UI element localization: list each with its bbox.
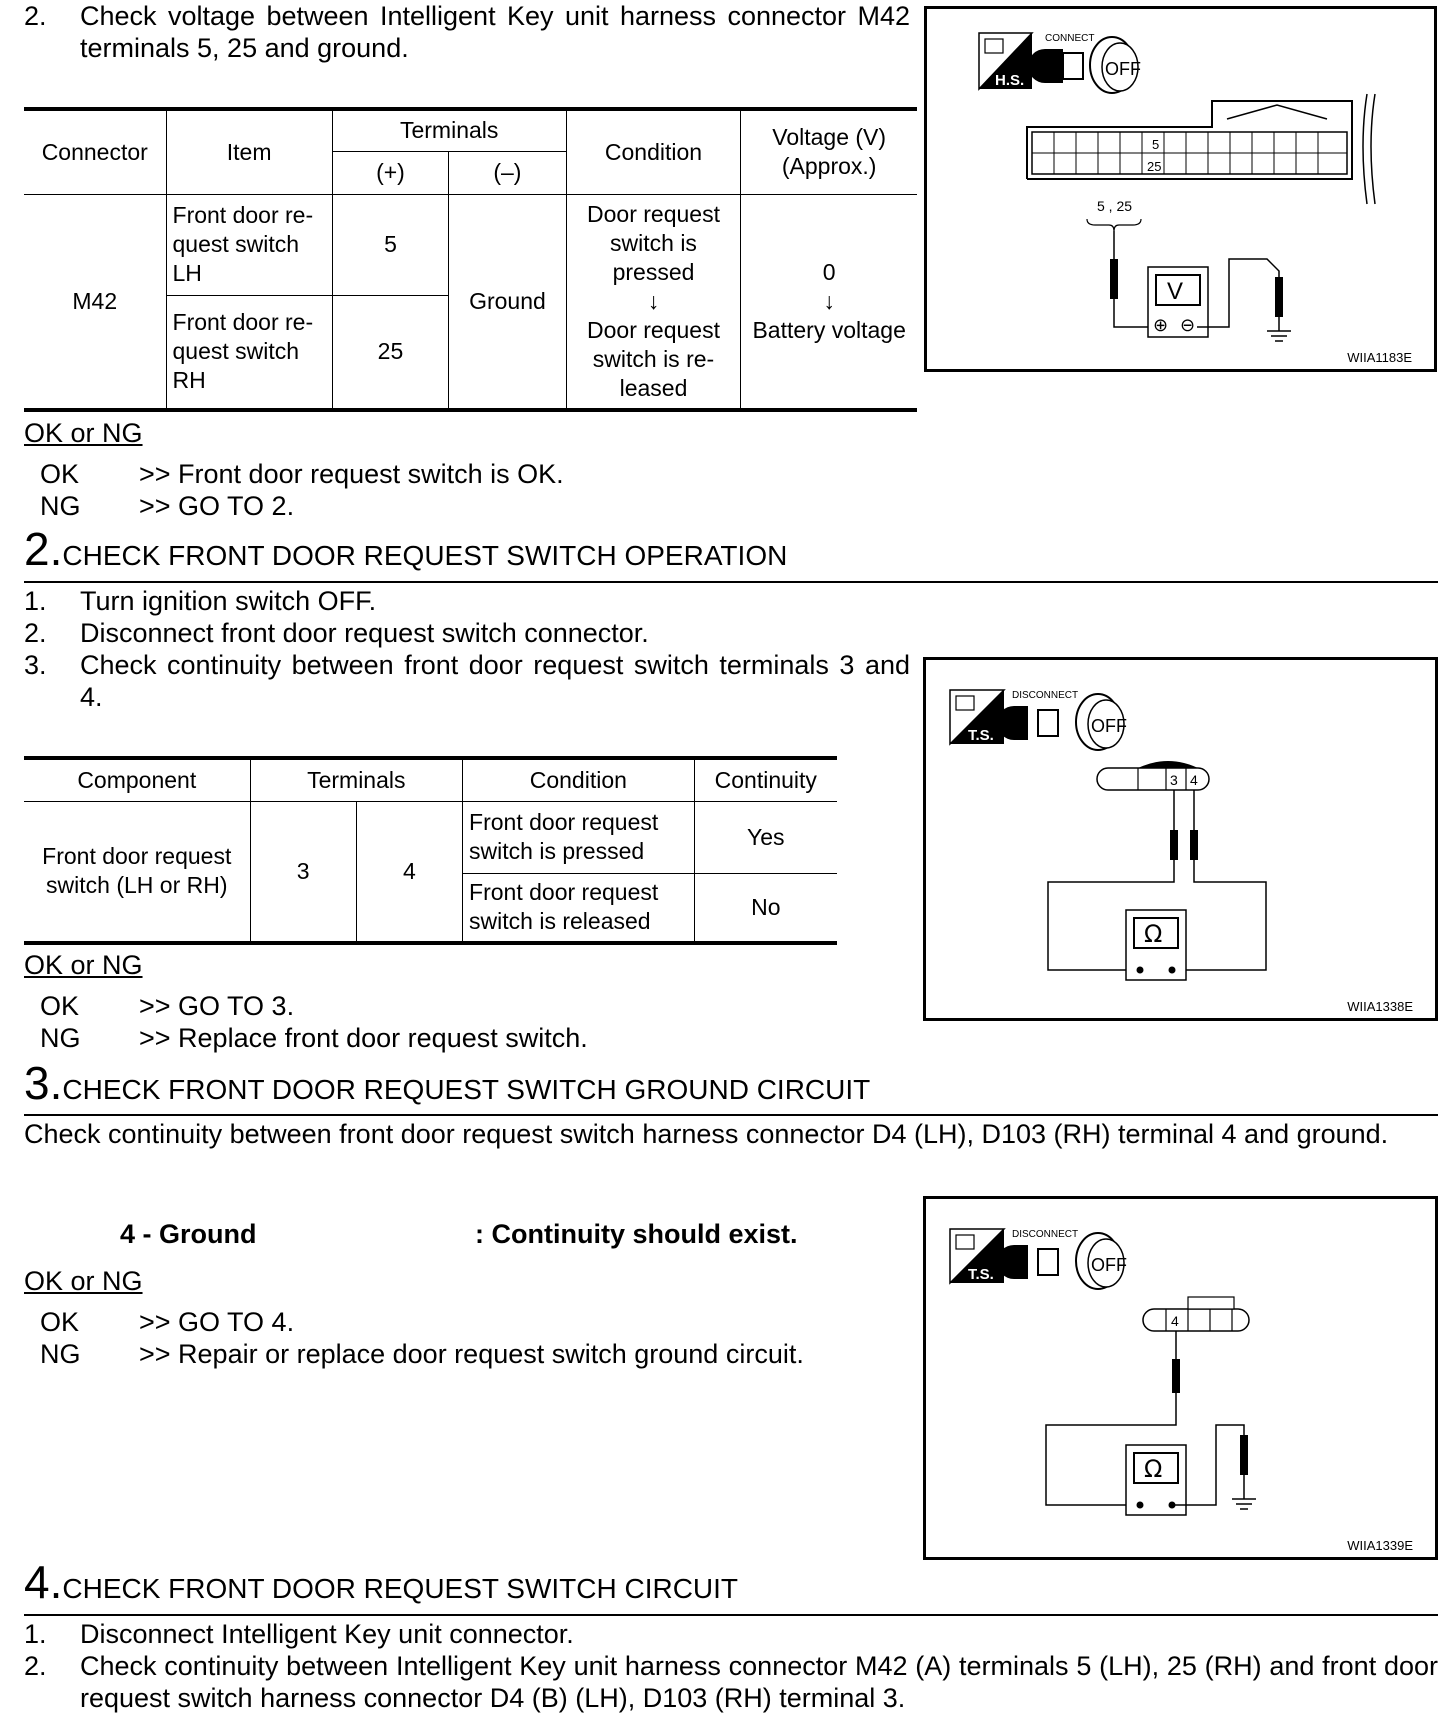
- divider: [24, 581, 1438, 583]
- ground-diagram: [926, 1199, 1435, 1557]
- col-header-terminals: Terminals: [332, 109, 566, 151]
- item-number: 1.: [24, 586, 47, 616]
- col-header-component: Component: [24, 758, 250, 801]
- continuity-cell: Yes: [694, 801, 837, 873]
- hs-label: H.S.: [995, 72, 1025, 89]
- ohmmeter-label: Ω: [1144, 920, 1163, 948]
- voltmeter-label: V: [1167, 278, 1184, 305]
- item-number: 2.: [24, 1, 47, 31]
- ng-result: [24, 1022, 924, 1054]
- ng-result: [24, 490, 924, 522]
- ok-key: OK: [40, 991, 80, 1021]
- terminal-25-label: 25: [1147, 159, 1162, 174]
- ok-action: >> Front door request switch is OK.: [139, 459, 564, 489]
- step-title: CHECK FRONT DOOR REQUEST SWITCH OPERATION: [62, 540, 788, 571]
- step2-heading: [24, 522, 787, 576]
- item-text: Disconnect front door request switch connector.: [80, 618, 649, 648]
- figure-voltage-check: [924, 6, 1437, 372]
- item-number: 2.: [24, 1651, 47, 1681]
- continuity-diagram: [926, 660, 1435, 1018]
- step-number: 2.: [24, 523, 63, 575]
- item-text: Disconnect Intelligent Key unit connector.: [80, 1619, 574, 1649]
- voltage-cell: [741, 194, 917, 410]
- step-title: CHECK FRONT DOOR REQUEST SWITCH CIRCUIT: [62, 1573, 739, 1604]
- terminal-3-cell: 3: [250, 801, 356, 943]
- off-label: OFF: [1091, 716, 1127, 736]
- disconnect-icon: [997, 706, 1058, 740]
- item-text: Check continuity between Intelligent Key unit harness connector M42 (A) terminals 5 (LH), 25 (RH) and front door request switch harness connector D4 (B) (LH), D103 (RH) terminal 3.: [80, 1651, 1438, 1713]
- minus-cell: Ground: [449, 194, 566, 410]
- ng-action: >> Repair or replace door request switch ground circuit.: [139, 1339, 804, 1369]
- voltage-line: Battery voltage: [752, 316, 906, 343]
- ts-label: T.S.: [968, 1266, 994, 1283]
- ng-result: [24, 1338, 924, 1370]
- arrow-down-icon: ↓: [823, 287, 835, 314]
- off-label: OFF: [1091, 1255, 1127, 1275]
- ok-key: OK: [40, 1307, 80, 1337]
- step-number: 4.: [24, 1556, 63, 1608]
- ok-result: [24, 458, 924, 490]
- minus-terminal-icon: ⊖: [1180, 315, 1196, 336]
- figure-switch-continuity: [923, 657, 1438, 1021]
- voltage-diagram: [927, 9, 1434, 369]
- divider: [24, 1114, 1438, 1116]
- step-number: 3.: [24, 1057, 63, 1109]
- table-row: [24, 801, 837, 873]
- ng-action: >> GO TO 2.: [139, 491, 295, 521]
- figure-ground-continuity: [923, 1196, 1438, 1560]
- component-cell: Front door request switch (LH or RH): [24, 801, 250, 943]
- disconnect-icon: [997, 1245, 1058, 1279]
- item-number: 1.: [24, 1619, 47, 1649]
- col-header-item: Item: [166, 109, 332, 194]
- ohmmeter-label: Ω: [1144, 1455, 1163, 1483]
- plus-cell: 25: [332, 295, 448, 410]
- divider: [24, 1614, 1438, 1616]
- col-header-voltage: Voltage (V) (Approx.): [741, 109, 917, 194]
- ground-icon: [1232, 1499, 1256, 1509]
- col-header-continuity: Continuity: [694, 758, 837, 801]
- ok-or-ng-heading: OK or NG: [24, 950, 143, 980]
- figure-code: WIIA1183E: [1347, 350, 1412, 365]
- continuity-spec-table: [24, 756, 837, 945]
- item-number: 3.: [24, 650, 47, 680]
- ok-result: [24, 1306, 924, 1338]
- terminal-4-cell: 4: [356, 801, 462, 943]
- item-cell: Front door re-quest switch RH: [166, 295, 332, 410]
- condition-line: Door request switch is pressed: [587, 200, 720, 285]
- voltage-spec-table: [24, 107, 917, 412]
- switch-connector: [1143, 1297, 1249, 1331]
- ok-action: >> GO TO 4.: [139, 1307, 295, 1337]
- voltage-line: 0: [822, 258, 836, 285]
- continuity-cell: No: [694, 873, 837, 943]
- plus-cell: 5: [332, 194, 448, 295]
- spec-expected: : Continuity should exist.: [475, 1219, 798, 1249]
- terminal-3-label: 3: [1170, 772, 1178, 788]
- connect-icon: [1028, 49, 1083, 83]
- step3-instruction: Check continuity between front door request switch harness connector D4 (LH), D103 (RH) terminal 4 and ground.: [24, 1119, 1389, 1149]
- off-label: OFF: [1105, 59, 1141, 79]
- condition-cell: Front door request switch is released: [463, 873, 695, 943]
- item-text: Turn ignition switch OFF.: [80, 586, 377, 616]
- terminal-4-label: 4: [1190, 772, 1198, 788]
- connector-m42: [1027, 94, 1375, 204]
- col-header-condition: Condition: [463, 758, 695, 801]
- item-cell: Front door re-quest switch LH: [166, 194, 332, 295]
- col-header-condition: Condition: [566, 109, 741, 194]
- col-header-plus: (+): [332, 151, 448, 194]
- terminal-5-label: 5: [1152, 137, 1160, 152]
- ok-action: >> GO TO 3.: [139, 991, 295, 1021]
- ng-key: NG: [40, 1339, 81, 1369]
- col-header-connector: Connector: [24, 109, 166, 194]
- step4-heading: [24, 1555, 738, 1609]
- connect-label: CONNECT: [1045, 33, 1095, 44]
- ts-label: T.S.: [968, 727, 994, 744]
- table-row: [24, 194, 917, 295]
- ok-key: OK: [40, 459, 80, 489]
- step3-heading: [24, 1056, 870, 1110]
- terminal-4-label: 4: [1171, 1313, 1179, 1329]
- condition-cell: [566, 194, 741, 410]
- condition-line: Door request switch is re-leased: [587, 316, 720, 401]
- ng-key: NG: [40, 491, 81, 521]
- ok-or-ng-heading: OK or NG: [24, 418, 143, 448]
- ok-or-ng-heading: OK or NG: [24, 1266, 143, 1296]
- ground-icon: [1267, 331, 1291, 341]
- spec-terminals: 4 - Ground: [120, 1219, 257, 1249]
- arrow-down-icon: ↓: [647, 287, 660, 314]
- item-text: Check voltage between Intelligent Key unit harness connector M42 terminals 5, 25 and ground.: [80, 1, 910, 63]
- ok-result: [24, 990, 924, 1022]
- item-text: Check continuity between front door request switch terminals 3 and 4.: [80, 650, 910, 712]
- probe-terminals-label: 5 , 25: [1097, 198, 1133, 214]
- plus-terminal-icon: ⊕: [1153, 315, 1169, 336]
- item-number: 2.: [24, 618, 47, 648]
- figure-code: WIIA1339E: [1347, 1538, 1413, 1553]
- ng-key: NG: [40, 1023, 81, 1053]
- ng-action: >> Replace front door request switch.: [139, 1023, 588, 1053]
- connector-cell: M42: [24, 194, 166, 410]
- disconnect-label: DISCONNECT: [1012, 1229, 1079, 1240]
- figure-code: WIIA1338E: [1347, 999, 1413, 1014]
- col-header-minus: (–): [449, 151, 566, 194]
- condition-cell: Front door request switch is pressed: [463, 801, 695, 873]
- col-header-terminals: Terminals: [250, 758, 463, 801]
- step-title: CHECK FRONT DOOR REQUEST SWITCH GROUND CIRCUIT: [62, 1074, 871, 1105]
- disconnect-label: DISCONNECT: [1012, 690, 1079, 701]
